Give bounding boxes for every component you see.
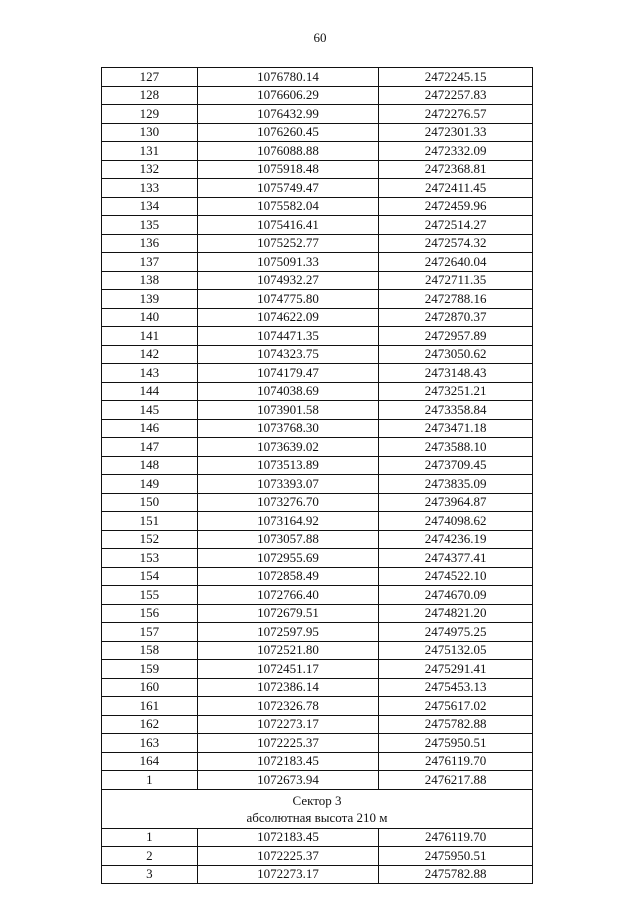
- y-coordinate-cell: 2474377.41: [379, 549, 533, 568]
- point-number-cell: 1: [102, 771, 198, 790]
- x-coordinate-cell: 1075091.33: [197, 253, 379, 272]
- point-number-cell: 1: [102, 828, 198, 847]
- x-coordinate-cell: 1075252.77: [197, 234, 379, 253]
- table-row: [102, 327, 533, 346]
- y-coordinate-cell: 2472368.81: [379, 160, 533, 179]
- x-coordinate-cell: 1073057.88: [197, 530, 379, 549]
- point-number-cell: 160: [102, 678, 198, 697]
- y-coordinate-cell: 2474670.09: [379, 586, 533, 605]
- x-coordinate-cell: 1076260.45: [197, 123, 379, 142]
- section-header-body: [102, 789, 533, 828]
- point-number-cell: 147: [102, 438, 198, 457]
- point-number-cell: 129: [102, 105, 198, 124]
- point-number-cell: 163: [102, 734, 198, 753]
- table-row: [102, 604, 533, 623]
- section-subtitle: абсолютная высота 210 м: [246, 809, 388, 825]
- coordinates-table: [101, 67, 533, 884]
- x-coordinate-cell: 1076088.88: [197, 142, 379, 161]
- x-coordinate-cell: 1072273.17: [197, 865, 379, 884]
- x-coordinate-cell: 1073639.02: [197, 438, 379, 457]
- y-coordinate-cell: 2473358.84: [379, 401, 533, 420]
- table-row: [102, 865, 533, 884]
- x-coordinate-cell: 1075749.47: [197, 179, 379, 198]
- point-number-cell: 2: [102, 847, 198, 866]
- y-coordinate-cell: 2473588.10: [379, 438, 533, 457]
- table-row: [102, 771, 533, 790]
- y-coordinate-cell: 2473709.45: [379, 456, 533, 475]
- table-row: [102, 734, 533, 753]
- y-coordinate-cell: 2474522.10: [379, 567, 533, 586]
- table-row: [102, 828, 533, 847]
- table-row: [102, 105, 533, 124]
- table-row: [102, 438, 533, 457]
- x-coordinate-cell: 1072673.94: [197, 771, 379, 790]
- x-coordinate-cell: 1072521.80: [197, 641, 379, 660]
- point-number-cell: 153: [102, 549, 198, 568]
- point-number-cell: 127: [102, 68, 198, 87]
- section-header-cell: [102, 789, 533, 828]
- point-number-cell: 161: [102, 697, 198, 716]
- y-coordinate-cell: 2475950.51: [379, 734, 533, 753]
- x-coordinate-cell: 1072225.37: [197, 734, 379, 753]
- y-coordinate-cell: 2475782.88: [379, 715, 533, 734]
- y-coordinate-cell: 2475132.05: [379, 641, 533, 660]
- point-number-cell: 159: [102, 660, 198, 679]
- table-row: [102, 179, 533, 198]
- table-row: [102, 86, 533, 105]
- point-number-cell: 155: [102, 586, 198, 605]
- table-row: [102, 216, 533, 235]
- table-row: [102, 530, 533, 549]
- x-coordinate-cell: 1075416.41: [197, 216, 379, 235]
- page-number: 60: [313, 30, 327, 45]
- point-number-cell: 140: [102, 308, 198, 327]
- section-title: Сектор 3: [292, 792, 342, 808]
- table-row: [102, 401, 533, 420]
- y-coordinate-cell: 2472574.32: [379, 234, 533, 253]
- y-coordinate-cell: 2473835.09: [379, 475, 533, 494]
- point-number-cell: 148: [102, 456, 198, 475]
- x-coordinate-cell: 1072225.37: [197, 847, 379, 866]
- point-number-cell: 156: [102, 604, 198, 623]
- x-coordinate-cell: 1073768.30: [197, 419, 379, 438]
- y-coordinate-cell: 2472957.89: [379, 327, 533, 346]
- table-row: [102, 512, 533, 531]
- y-coordinate-cell: 2474975.25: [379, 623, 533, 642]
- y-coordinate-cell: 2472332.09: [379, 142, 533, 161]
- x-coordinate-cell: 1075582.04: [197, 197, 379, 216]
- y-coordinate-cell: 2474236.19: [379, 530, 533, 549]
- point-number-cell: 130: [102, 123, 198, 142]
- point-number-cell: 145: [102, 401, 198, 420]
- table-row: [102, 382, 533, 401]
- coordinates-table-body-bottom: [102, 828, 533, 884]
- y-coordinate-cell: 2474821.20: [379, 604, 533, 623]
- point-number-cell: 149: [102, 475, 198, 494]
- table-row: [102, 364, 533, 383]
- y-coordinate-cell: 2472788.16: [379, 290, 533, 309]
- table-row: [102, 345, 533, 364]
- x-coordinate-cell: 1072386.14: [197, 678, 379, 697]
- point-number-cell: 154: [102, 567, 198, 586]
- table-row: [102, 68, 533, 87]
- table-row: [102, 234, 533, 253]
- y-coordinate-cell: 2472514.27: [379, 216, 533, 235]
- x-coordinate-cell: 1074932.27: [197, 271, 379, 290]
- table-row: [102, 641, 533, 660]
- x-coordinate-cell: 1073164.92: [197, 512, 379, 531]
- table-row: [102, 197, 533, 216]
- x-coordinate-cell: 1074775.80: [197, 290, 379, 309]
- x-coordinate-cell: 1072597.95: [197, 623, 379, 642]
- y-coordinate-cell: 2475453.13: [379, 678, 533, 697]
- x-coordinate-cell: 1072183.45: [197, 828, 379, 847]
- table-row: [102, 549, 533, 568]
- point-number-cell: 138: [102, 271, 198, 290]
- point-number-cell: 128: [102, 86, 198, 105]
- point-number-cell: 132: [102, 160, 198, 179]
- point-number-cell: 157: [102, 623, 198, 642]
- point-number-cell: 3: [102, 865, 198, 884]
- x-coordinate-cell: 1072766.40: [197, 586, 379, 605]
- y-coordinate-cell: 2475782.88: [379, 865, 533, 884]
- y-coordinate-cell: 2472711.35: [379, 271, 533, 290]
- x-coordinate-cell: 1072858.49: [197, 567, 379, 586]
- point-number-cell: 143: [102, 364, 198, 383]
- point-number-cell: 136: [102, 234, 198, 253]
- table-row: [102, 697, 533, 716]
- point-number-cell: 141: [102, 327, 198, 346]
- x-coordinate-cell: 1072955.69: [197, 549, 379, 568]
- point-number-cell: 164: [102, 752, 198, 771]
- x-coordinate-cell: 1074038.69: [197, 382, 379, 401]
- y-coordinate-cell: 2472411.45: [379, 179, 533, 198]
- point-number-cell: 158: [102, 641, 198, 660]
- y-coordinate-cell: 2472276.57: [379, 105, 533, 124]
- x-coordinate-cell: 1074179.47: [197, 364, 379, 383]
- y-coordinate-cell: 2472257.83: [379, 86, 533, 105]
- point-number-cell: 146: [102, 419, 198, 438]
- point-number-cell: 150: [102, 493, 198, 512]
- point-number-cell: 151: [102, 512, 198, 531]
- y-coordinate-cell: 2476119.70: [379, 828, 533, 847]
- table-row: [102, 493, 533, 512]
- x-coordinate-cell: 1074622.09: [197, 308, 379, 327]
- coordinates-table-body-top: [102, 68, 533, 790]
- x-coordinate-cell: 1073901.58: [197, 401, 379, 420]
- y-coordinate-cell: 2473964.87: [379, 493, 533, 512]
- y-coordinate-cell: 2475617.02: [379, 697, 533, 716]
- table-row: [102, 308, 533, 327]
- y-coordinate-cell: 2472870.37: [379, 308, 533, 327]
- point-number-cell: 152: [102, 530, 198, 549]
- table-row: [102, 752, 533, 771]
- point-number-cell: 139: [102, 290, 198, 309]
- table-row: [102, 475, 533, 494]
- y-coordinate-cell: 2475950.51: [379, 847, 533, 866]
- point-number-cell: 135: [102, 216, 198, 235]
- table-row: [102, 715, 533, 734]
- point-number-cell: 144: [102, 382, 198, 401]
- table-row: [102, 678, 533, 697]
- x-coordinate-cell: 1072326.78: [197, 697, 379, 716]
- x-coordinate-cell: 1073513.89: [197, 456, 379, 475]
- point-number-cell: 142: [102, 345, 198, 364]
- y-coordinate-cell: 2473148.43: [379, 364, 533, 383]
- x-coordinate-cell: 1073276.70: [197, 493, 379, 512]
- x-coordinate-cell: 1076432.99: [197, 105, 379, 124]
- x-coordinate-cell: 1073393.07: [197, 475, 379, 494]
- table-row: [102, 623, 533, 642]
- y-coordinate-cell: 2472459.96: [379, 197, 533, 216]
- table-row: [102, 142, 533, 161]
- x-coordinate-cell: 1075918.48: [197, 160, 379, 179]
- y-coordinate-cell: 2473050.62: [379, 345, 533, 364]
- x-coordinate-cell: 1074471.35: [197, 327, 379, 346]
- section-header-row: [102, 789, 533, 828]
- y-coordinate-cell: 2476119.70: [379, 752, 533, 771]
- table-row: [102, 253, 533, 272]
- table-row: [102, 586, 533, 605]
- x-coordinate-cell: 1072451.17: [197, 660, 379, 679]
- point-number-cell: 162: [102, 715, 198, 734]
- table-row: [102, 290, 533, 309]
- y-coordinate-cell: 2472245.15: [379, 68, 533, 87]
- table-row: [102, 847, 533, 866]
- y-coordinate-cell: 2475291.41: [379, 660, 533, 679]
- x-coordinate-cell: 1072679.51: [197, 604, 379, 623]
- table-row: [102, 123, 533, 142]
- x-coordinate-cell: 1072183.45: [197, 752, 379, 771]
- x-coordinate-cell: 1072273.17: [197, 715, 379, 734]
- y-coordinate-cell: 2473471.18: [379, 419, 533, 438]
- table-row: [102, 271, 533, 290]
- table-row: [102, 419, 533, 438]
- point-number-cell: 133: [102, 179, 198, 198]
- x-coordinate-cell: 1076606.29: [197, 86, 379, 105]
- point-number-cell: 137: [102, 253, 198, 272]
- y-coordinate-cell: 2472301.33: [379, 123, 533, 142]
- table-row: [102, 160, 533, 179]
- y-coordinate-cell: 2473251.21: [379, 382, 533, 401]
- table-row: [102, 567, 533, 586]
- y-coordinate-cell: 2474098.62: [379, 512, 533, 531]
- y-coordinate-cell: 2472640.04: [379, 253, 533, 272]
- x-coordinate-cell: 1076780.14: [197, 68, 379, 87]
- point-number-cell: 131: [102, 142, 198, 161]
- point-number-cell: 134: [102, 197, 198, 216]
- table-row: [102, 660, 533, 679]
- table-row: [102, 456, 533, 475]
- y-coordinate-cell: 2476217.88: [379, 771, 533, 790]
- x-coordinate-cell: 1074323.75: [197, 345, 379, 364]
